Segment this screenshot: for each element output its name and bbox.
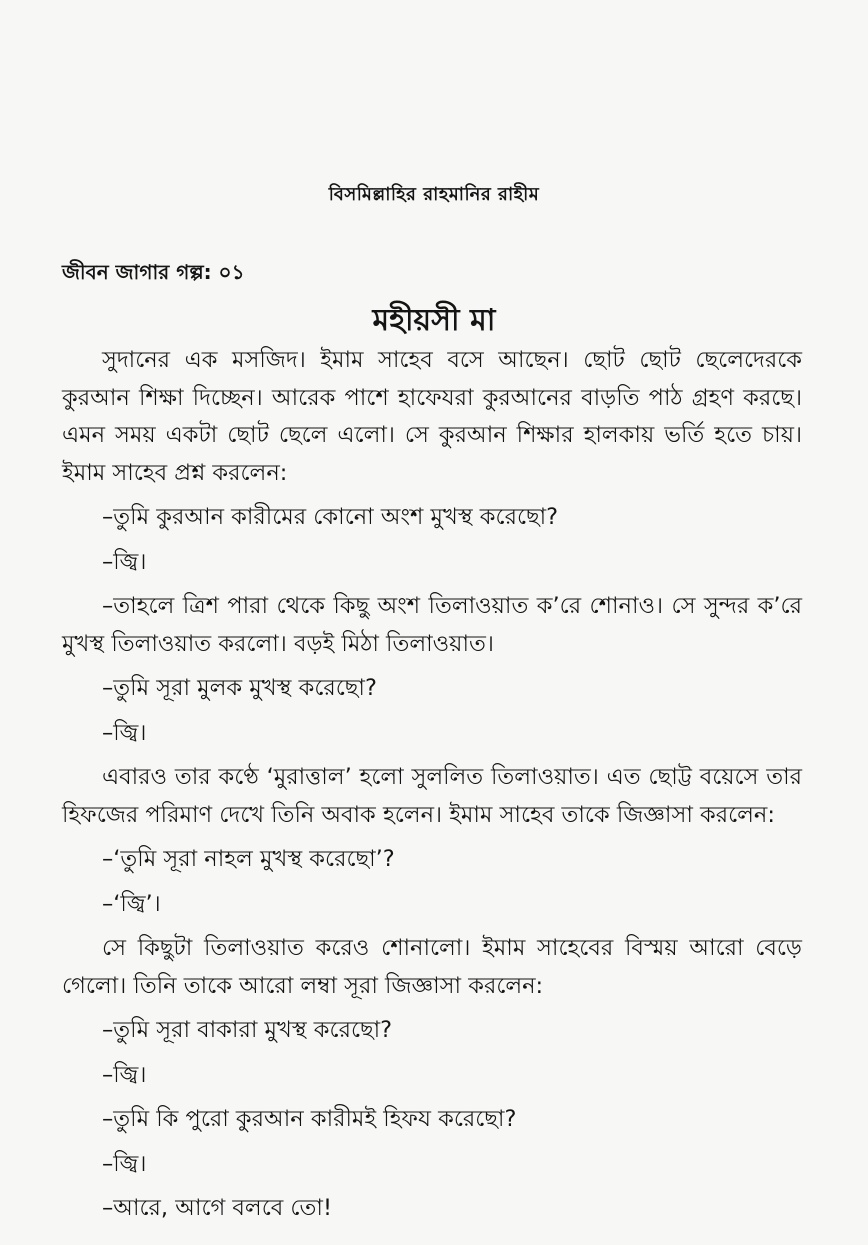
dialogue-line: –‘জ্বি’।: [102, 890, 161, 917]
story-body: [62, 342, 802, 1235]
paragraph: সুদানের এক মসজিদ। ইমাম সাহেব বসে আছেন। ছোট ছোট ছেলেদেরকে কুরআন শিক্ষা দিচ্ছেন। আরেক পাশে হাফেযরা কুরআনের বাড়তি পাঠ গ্রহণ করছে। এমন সময় একটা ছোট ছেলে এলো। সে কুরআন শিক্ষার হালকায় ভর্তি হতে চায়। ইমাম সাহেব প্রশ্ন করলেন:: [62, 347, 802, 486]
dialogue-line: –জ্বি।: [102, 719, 147, 746]
paragraph: –তাহলে ত্রিশ পারা থেকে কিছু অংশ তিলাওয়াত ক’রে শোনাও। সে সুন্দর ক’রে মুখস্থ তিলাওয়াত করলো। বড়ই মিঠা তিলাওয়াত।: [62, 593, 802, 657]
paragraph: এবারও তার কণ্ঠে ‘মুরাত্তাল’ হলো সুললিত তিলাওয়াত। এত ছোট্ট বয়েসে তার হিফজের পরিমাণ দেখে তিনি অবাক হলেন। ইমাম সাহেব তাকে জিজ্ঞাসা করলেন:: [62, 764, 802, 828]
dialogue-line: –‘তুমি সূরা নাহল মুখস্থ করেছো’?: [102, 846, 395, 872]
story-title: মহীয়সী মা: [372, 303, 496, 338]
dialogue-line: –তুমি সূরা বাকারা মুখস্থ করেছো?: [102, 1017, 393, 1043]
series-label: জীবন জাগার গল্প: ০১: [62, 260, 245, 284]
dialogue-line: –আরে, আগে বলবে তো!: [102, 1195, 332, 1221]
bismillah-heading: বিসমিল্লাহির রাহমানির রাহীম: [328, 184, 540, 205]
dialogue-line: –তুমি সূরা মুলক মুখস্থ করেছো?: [102, 675, 377, 701]
dialogue-line: –জ্বি।: [102, 1061, 147, 1088]
dialogue-line: –জ্বি।: [102, 548, 147, 575]
dialogue-line: –জ্বি।: [102, 1150, 147, 1177]
dialogue-line: –তুমি কি পুরো কুরআন কারীমই হিফয করেছো?: [102, 1106, 517, 1132]
paragraph: সে কিছুটা তিলাওয়াত করেও শোনালো। ইমাম সাহেবের বিস্ময় আরো বেড়ে গেলো। তিনি তাকে আরো লম্বা সূরা জিজ্ঞাসা করলেন:: [62, 935, 802, 999]
dialogue-line: –তুমি কুরআন কারীমের কোনো অংশ মুখস্থ করেছো?: [102, 504, 559, 530]
